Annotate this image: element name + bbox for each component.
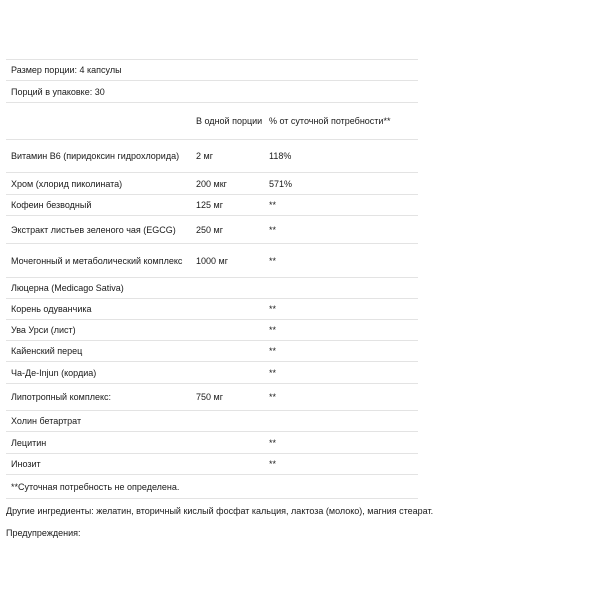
warnings-heading: Предупреждения:	[6, 528, 81, 538]
nutrient-daily-value: **	[269, 200, 277, 210]
nutrient-daily-value: **	[269, 346, 277, 356]
nutrient-name: Липотропный комплекс:	[11, 392, 111, 402]
table-row	[6, 384, 418, 411]
nutrient-daily-value: **	[269, 304, 277, 314]
nutrient-name: Витамин B6 (пиридоксин гидрохлорида)	[11, 151, 180, 161]
nutrient-daily-value: **	[269, 325, 277, 335]
servings-per-container: Порций в упаковке: 30	[11, 86, 105, 97]
nutrient-name: Экстракт листьев зеленого чая (EGCG)	[11, 224, 176, 235]
nutrient-daily-value: **	[269, 459, 277, 469]
footnote-row	[6, 475, 418, 499]
servings-per-container-row	[6, 81, 418, 103]
table-row	[6, 244, 418, 278]
nutrient-name: Мочегонный и метаболический комплекс	[11, 255, 183, 266]
table-row	[6, 432, 418, 454]
nutrient-amount: 250 мг	[196, 224, 223, 235]
nutrient-daily-value: 571%	[269, 178, 293, 189]
table-row	[6, 216, 418, 244]
serving-size-row	[6, 60, 418, 81]
nutrient-name: Ча-Де-Injun (кордиа)	[11, 367, 97, 378]
table-row	[6, 278, 418, 299]
table-row	[6, 140, 418, 173]
table-row	[6, 411, 418, 432]
table-header-row	[6, 103, 418, 140]
nutrient-daily-value: **	[269, 437, 277, 448]
nutrient-daily-value: **	[269, 367, 277, 378]
nutrient-amount: 125 мг	[196, 200, 223, 210]
header-daily-value: % от суточной потребности**	[269, 116, 391, 126]
nutrient-name: Ува Урси (лист)	[11, 325, 76, 335]
table-row	[6, 454, 418, 475]
nutrient-daily-value: **	[269, 392, 277, 402]
nutrient-name: Инозит	[11, 459, 41, 469]
serving-size: Размер порции: 4 капсулы	[11, 65, 122, 75]
nutrient-name: Холин бетартрат	[11, 416, 82, 426]
table-row	[6, 341, 418, 362]
nutrient-name: Кофеин безводный	[11, 200, 92, 210]
daily-value-footnote: **Суточная потребность не определена.	[11, 481, 180, 492]
other-ingredients: Другие ингредиенты: желатин, вторичный кислый фосфат кальция, лактоза (молоко), магния стеарат.	[6, 506, 434, 516]
nutrient-name: Хром (хлорид пиколината)	[11, 178, 123, 189]
nutrient-daily-value: **	[269, 255, 277, 266]
nutrient-name: Лецитин	[11, 437, 47, 448]
table-row	[6, 320, 418, 341]
supplement-facts-table	[6, 59, 418, 499]
nutrient-amount: 1000 мг	[196, 255, 228, 266]
table-row	[6, 195, 418, 216]
nutrient-daily-value: **	[269, 224, 277, 235]
nutrient-amount: 750 мг	[196, 392, 223, 402]
table-row	[6, 173, 418, 195]
nutrient-amount: 2 мг	[196, 151, 213, 161]
table-row	[6, 299, 418, 320]
nutrient-name: Корень одуванчика	[11, 304, 92, 314]
nutrient-name: Кайенский перец	[11, 346, 83, 356]
nutrient-daily-value: 118%	[269, 151, 292, 161]
header-amount: В одной порции	[196, 116, 263, 126]
nutrient-amount: 200 мкг	[196, 178, 227, 189]
nutrient-name: Люцерна (Medicago Sativa)	[11, 283, 124, 293]
table-row	[6, 362, 418, 384]
